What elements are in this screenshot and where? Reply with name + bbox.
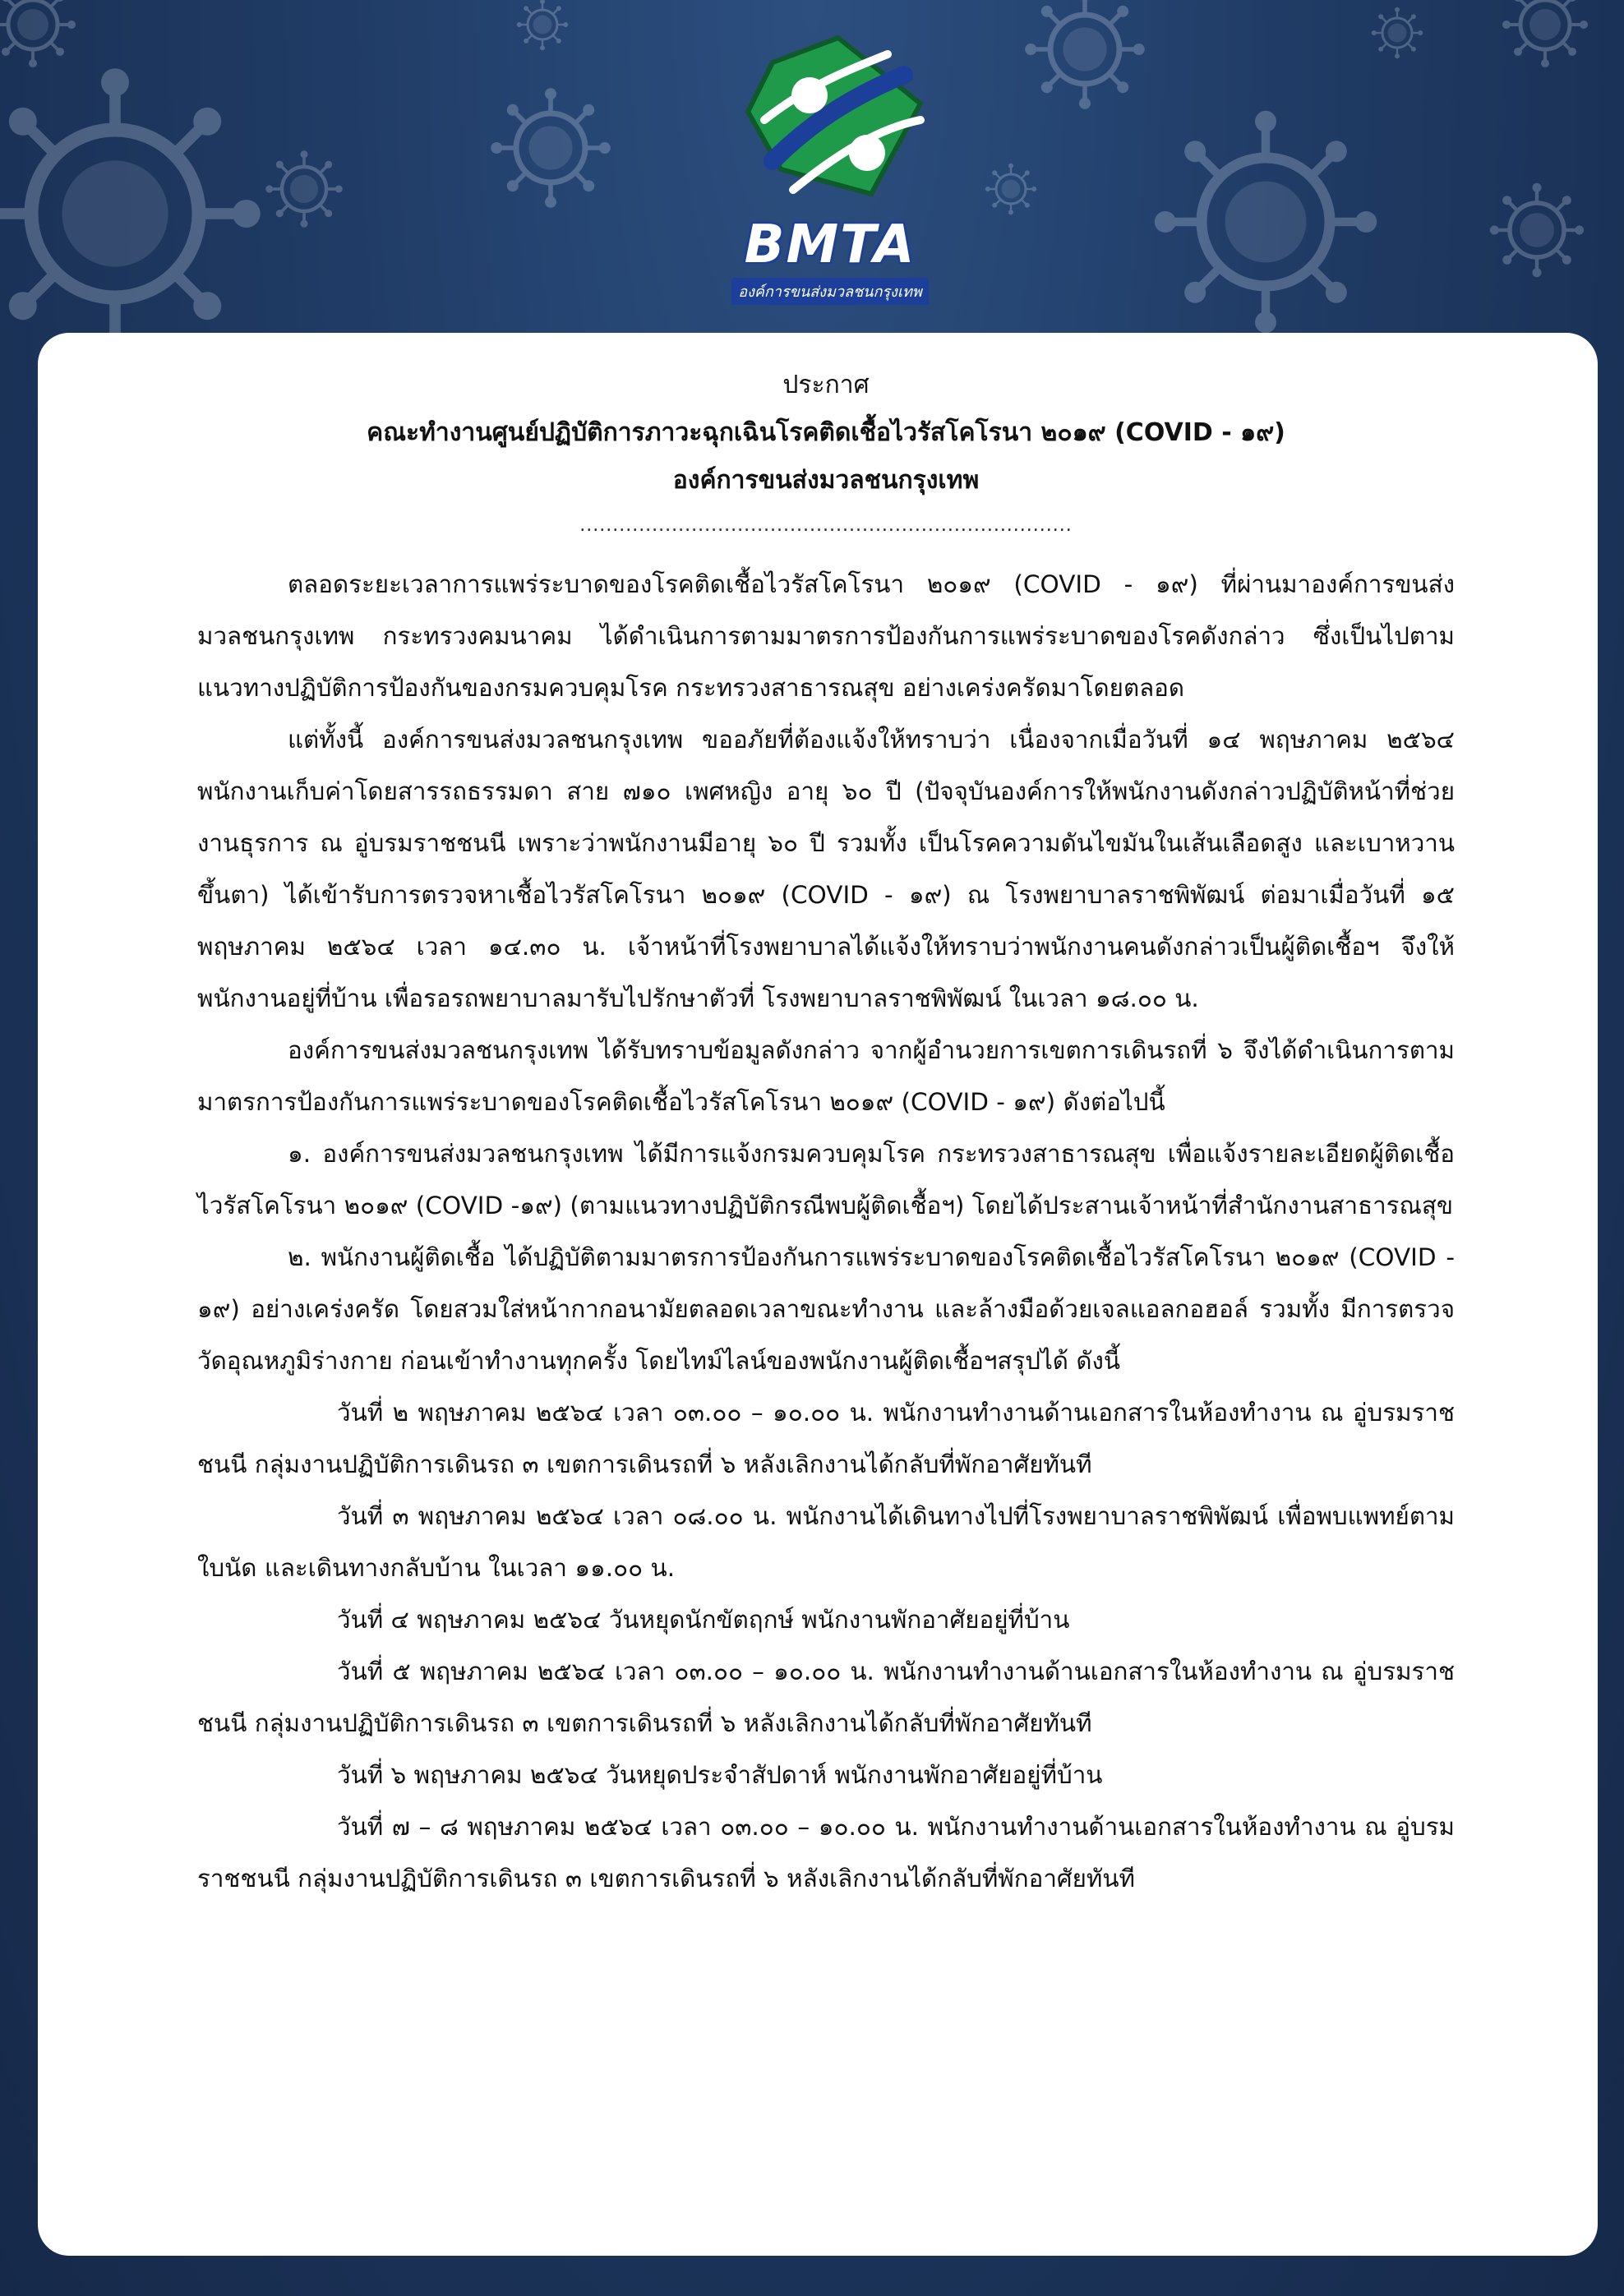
paragraph-measure-2: ๒. พนักงานผู้ติดเชื้อ ได้ปฏิบัติตามมาตรการป้องกันการแพร่ระบาดของโรคติดเชื้อไวรัสโคโรนา ๒๐๑๙ (COVID - ๑๙) อย่างเคร่งครัด โดยสวมใส่หน้ากากอนามัยตลอดเวลาขณะทำงาน และล้างมือด้วยเจลแอลกอฮอล์ รวมทั้ง มีการตรวจวัดอุณหภูมิร่างกาย ก่อนเข้าทำงานทุกครั้ง โดยไทม์ไลน์ของพนักงานผู้ติดเชื้อฯสรุปได้ ดังนี้: [197, 1243, 1455, 1375]
timeline-item: วันที่ ๒ พฤษภาคม ๒๕๖๔ เวลา ๐๓.๐๐ – ๑๐.๐๐ น. พนักงานทำงานด้านเอกสารในห้องทำงาน ณ อู่บรมราชชนนี กลุ่มงานปฏิบัติการเดินรถ ๓ เขตการเดินรถที่ ๖ หลังเลิกงานได้กลับที่พักอาศัยทันที: [197, 1399, 1455, 1478]
logo-wordmark: BMTA: [744, 214, 916, 275]
paragraph-incident: แต่ทั้งนี้ องค์การขนส่งมวลชนกรุงเทพ ขออภัยที่ต้องแจ้งให้ทราบว่า เนื่องจากเมื่อวันที่ ๑๔ พฤษภาคม ๒๕๖๔ พนักงานเก็บค่าโดยสารรถธรรมดา สาย ๗๑๐ เพศหญิง อายุ ๖๐ ปี (ปัจจุบันองค์การให้พนักงานดังกล่าวปฏิบัติหน้าที่ช่วยงานธุรการ ณ อู่บรมราชชนนี เพราะว่าพนักงานมีอายุ ๖๐ ปี รวมทั้ง เป็นโรคความดันไขมันในเส้นเลือดสูง และเบาหวานขึ้นตา) ได้เข้ารับการตรวจหาเชื้อไวรัสโคโรนา ๒๐๑๙ (COVID - ๑๙) ณ โรงพยาบาลราชพิพัฒน์ ต่อมาเมื่อวันที่ ๑๕ พฤษภาคม ๒๕๖๔ เวลา ๑๔.๓๐ น. เจ้าหน้าที่โรงพยาบาลได้แจ้งให้ทราบว่าพนักงานคนดังกล่าวเป็นผู้ติดเชื้อฯ จึงให้พนักงานอยู่ที่บ้าน เพื่อรอรถพยาบาลมารับไปรักษาตัวที่ โรงพยาบาลราชพิพัฒน์ ในเวลา ๑๘.๐๐ น.: [197, 726, 1455, 1012]
timeline-item: วันที่ ๔ พฤษภาคม ๒๕๖๔ วันหยุดนักขัตฤกษ์ พนักงานพักอาศัยอยู่ที่บ้าน: [337, 1606, 1070, 1634]
organization-name: องค์การขนส่งมวลชนกรุงเทพ: [672, 466, 980, 495]
timeline-item: วันที่ ๖ พฤษภาคม ๒๕๖๔ วันหยุดประจำสัปดาห์ พนักงานพักอาศัยอยู่ที่บ้าน: [337, 1761, 1103, 1789]
header-divider: ...........................................................................: [579, 515, 1073, 536]
announcement-title: คณะทำงานศูนย์ปฏิบัติการภาวะฉุกเฉินโรคติดเชื้อไวรัสโคโรนา ๒๐๑๙ (COVID - ๑๙): [367, 418, 1285, 447]
timeline-item: วันที่ ๕ พฤษภาคม ๒๕๖๔ เวลา ๐๓.๐๐ – ๑๐.๐๐ น. พนักงานทำงานด้านเอกสารในห้องทำงาน ณ อู่บรมราชชนนี กลุ่มงานปฏิบัติการเดินรถ ๓ เขตการเดินรถที่ ๖ หลังเลิกงานได้กลับที่พักอาศัยทันที: [197, 1657, 1455, 1737]
timeline-item: วันที่ ๓ พฤษภาคม ๒๕๖๔ เวลา ๐๘.๐๐ น. พนักงานได้เดินทางไปที่โรงพยาบาลราชพิพัฒน์ เพื่อพบแพทย์ตามใบนัด และเดินทางกลับบ้าน ในเวลา ๑๑.๐๐ น.: [197, 1502, 1455, 1582]
paragraph-measure-1: ๑. องค์การขนส่งมวลชนกรุงเทพ ได้มีการแจ้งกรมควบคุมโรค กระทรวงสาธารณสุข เพื่อแจ้งรายละเอียดผู้ติดเชื้อไวรัสโคโรนา ๒๐๑๙ (COVID -๑๙) (ตามแนวทางปฏิบัติกรณีพบผู้ติดเชื้อฯ) โดยได้ประสานเจ้าหน้าที่สำนักงานสาธารณสุข: [197, 1140, 1455, 1219]
paragraph-measures: องค์การขนส่งมวลชนกรุงเทพ ได้รับทราบข้อมูลดังกล่าว จากผู้อำนวยการเขตการเดินรถที่ ๖ จึงได้ดำเนินการตามมาตรการป้องกันการแพร่ระบาดของโรคติดเชื้อไวรัสโคโรนา ๒๐๑๙ (COVID - ๑๙) ดังต่อไปนี้: [197, 1036, 1455, 1116]
announcement-label: ประกาศ: [782, 371, 870, 399]
announcement-card: [38, 333, 1598, 2256]
logo-subtitle: องค์การขนส่งมวลชนกรุงเทพ: [731, 278, 929, 305]
paragraph-intro: ตลอดระยะเวลาการแพร่ระบาดของโรคติดเชื้อไวรัสโคโรนา ๒๐๑๙ (COVID - ๑๙) ที่ผ่านมาองค์การขนส่งมวลชนกรุงเทพ กระทรวงคมนาคม ได้ดำเนินการตามมาตรการป้องกันการแพร่ระบาดของโรคดังกล่าว ซึ่งเป็นไปตามแนวทางปฏิบัติการป้องกันของกรมควบคุมโรค กระทรวงสาธารณสุข อย่างเคร่งครัดมาโดยตลอด: [197, 570, 1455, 702]
announcement-document: [197, 362, 1455, 1905]
bmta-emblem-icon: [715, 30, 945, 219]
timeline-item: วันที่ ๗ – ๘ พฤษภาคม ๒๕๖๔ เวลา ๐๓.๐๐ – ๑๐.๐๐ น. พนักงานทำงานด้านเอกสารในห้องทำงาน ณ อู่บรมราชชนนี กลุ่มงานปฏิบัติการเดินรถ ๓ เขตการเดินรถที่ ๖ หลังเลิกงานได้กลับที่พักอาศัยทันที: [197, 1813, 1455, 1893]
bmta-logo: [715, 30, 945, 309]
